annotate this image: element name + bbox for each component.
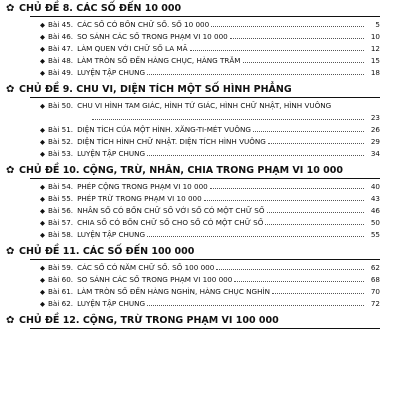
lesson-title: LÀM QUEN VỚI CHỮ SỐ LA MÃ (77, 44, 188, 53)
lesson-number: Bài 47. (48, 44, 74, 53)
section-heading[interactable] (0, 312, 400, 328)
lesson-number: Bài 58. (48, 230, 74, 239)
flower-icon: ✿ (6, 83, 15, 95)
lesson-title: CHIA SỐ CÓ BỐN CHỮ SỐ CHO SỐ CÓ MỘT CHỮ SỐ (77, 218, 264, 227)
dot-leader (210, 188, 364, 189)
dot-leader (190, 50, 364, 51)
toc-entry[interactable] (0, 29, 400, 41)
dot-leader (216, 269, 364, 270)
diamond-icon: ◆ (40, 126, 45, 134)
toc-entry[interactable] (0, 65, 400, 77)
toc-entry[interactable] (0, 191, 400, 203)
lesson-number: Bài 52. (48, 137, 74, 146)
diamond-icon: ◆ (40, 300, 45, 308)
lesson-title: CÁC SỐ CÓ NĂM CHỮ SỐ. SỐ 100 000 (77, 263, 215, 272)
page-number: 46 (370, 206, 380, 215)
lesson-title: PHÉP TRỪ TRONG PHẠM VI 10 000 (77, 194, 202, 203)
diamond-icon: ◆ (40, 102, 45, 110)
flower-icon: ✿ (6, 2, 15, 14)
page-number: 43 (370, 194, 380, 203)
dot-leader (230, 38, 364, 39)
lesson-number: Bài 49. (48, 68, 74, 77)
lesson-number: Bài 60. (48, 275, 74, 284)
flower-icon: ✿ (6, 164, 15, 176)
lesson-number: Bài 57. (48, 218, 74, 227)
lesson-number: Bài 54. (48, 182, 74, 191)
lesson-title: LUYỆN TẬP CHUNG (77, 230, 146, 239)
page-number: 10 (370, 32, 380, 41)
section-heading-text: CHỦ ĐỀ 11. CÁC SỐ ĐẾN 100 000 (19, 245, 195, 257)
toc-entry[interactable] (0, 272, 400, 284)
diamond-icon: ◆ (40, 183, 45, 191)
page-number: 50 (370, 218, 380, 227)
section-heading-text: CHỦ ĐỀ 9. CHU VI, DIỆN TÍCH MỘT SỐ HÌNH PHẲNG (19, 83, 292, 95)
diamond-icon: ◆ (40, 207, 45, 215)
page-number: 29 (370, 137, 380, 146)
toc-section (0, 312, 400, 329)
diamond-icon: ◆ (40, 45, 45, 53)
toc-entry[interactable] (0, 215, 400, 227)
toc-entry[interactable] (0, 122, 400, 134)
lesson-title: CHU VI HÌNH TAM GIÁC, HÌNH TỨ GIÁC, HÌNH CHỮ NHẬT, HÌNH VUÔNG (77, 101, 332, 110)
toc-entry[interactable] (0, 179, 400, 191)
toc-entry[interactable] (0, 17, 400, 29)
toc-section (0, 162, 400, 239)
dot-leader (234, 281, 364, 282)
lesson-title: LÀM TRÒN SỐ ĐẾN HÀNG CHỤC, HÀNG TRĂM (77, 56, 241, 65)
diamond-icon: ◆ (40, 57, 45, 65)
toc-entry[interactable] (0, 134, 400, 146)
page-number: 23 (370, 113, 380, 122)
lesson-number: Bài 51. (48, 125, 74, 134)
dot-leader (243, 62, 365, 63)
page-number: 55 (370, 230, 380, 239)
lesson-number: Bài 62. (48, 299, 74, 308)
diamond-icon: ◆ (40, 219, 45, 227)
page-number: 5 (375, 20, 380, 29)
section-heading[interactable] (0, 81, 400, 97)
lesson-number: Bài 48. (48, 56, 74, 65)
diamond-icon: ◆ (40, 195, 45, 203)
lesson-number: Bài 59. (48, 263, 74, 272)
dot-leader (204, 200, 364, 201)
section-heading[interactable] (0, 243, 400, 259)
page-number: 26 (370, 125, 380, 134)
dot-leader (272, 293, 364, 294)
section-heading-text: CHỦ ĐỀ 8. CÁC SỐ ĐẾN 10 000 (19, 2, 182, 14)
toc-section (0, 81, 400, 158)
dot-leader (147, 305, 364, 306)
page-number: 40 (370, 182, 380, 191)
flower-icon: ✿ (6, 314, 15, 326)
diamond-icon: ◆ (40, 231, 45, 239)
lesson-title: PHÉP CỘNG TRONG PHẠM VI 10 000 (77, 182, 208, 191)
toc-section (0, 243, 400, 308)
dot-leader (147, 155, 364, 156)
lesson-number: Bài 46. (48, 32, 74, 41)
dot-leader (147, 74, 364, 75)
dot-leader (211, 26, 364, 27)
toc-entry[interactable] (0, 227, 400, 239)
toc-entry[interactable] (0, 146, 400, 158)
diamond-icon: ◆ (40, 288, 45, 296)
section-divider (30, 328, 380, 329)
section-heading-text: CHỦ ĐỀ 12. CỘNG, TRỪ TRONG PHẠM VI 100 000 (19, 314, 279, 326)
dot-leader (253, 131, 364, 132)
diamond-icon: ◆ (40, 33, 45, 41)
page-number: 12 (370, 44, 380, 53)
diamond-icon: ◆ (40, 276, 45, 284)
lesson-title: LUYỆN TẬP CHUNG (77, 299, 146, 308)
dot-leader (267, 212, 365, 213)
dot-leader (265, 224, 364, 225)
lesson-title: SO SÁNH CÁC SỐ TRONG PHẠM VI 100 000 (77, 275, 233, 284)
lesson-title: SO SÁNH CÁC SỐ TRONG PHẠM VI 10 000 (77, 32, 228, 41)
page-number: 68 (370, 275, 380, 284)
lesson-number: Bài 53. (48, 149, 74, 158)
toc-entry-continuation (0, 110, 400, 122)
toc-entry[interactable] (0, 98, 400, 110)
flower-icon: ✿ (6, 245, 15, 257)
page-number: 15 (370, 56, 380, 65)
diamond-icon: ◆ (40, 21, 45, 29)
toc-section (0, 0, 400, 77)
page-number: 34 (370, 149, 380, 158)
lesson-title: NHÂN SỐ CÓ BỐN CHỮ SỐ VỚI SỐ CÓ MỘT CHỮ SỐ (77, 206, 265, 215)
section-heading[interactable] (0, 0, 400, 16)
page-number: 18 (370, 68, 380, 77)
lesson-number: Bài 55. (48, 194, 74, 203)
dot-leader (92, 119, 364, 120)
lesson-title: LÀM TRÒN SỐ ĐẾN HÀNG NGHÌN, HÀNG CHỤC NGHÌN (77, 287, 270, 296)
diamond-icon: ◆ (40, 138, 45, 146)
toc-entry[interactable] (0, 260, 400, 272)
section-heading-text: CHỦ ĐỀ 10. CỘNG, TRỪ, NHÂN, CHIA TRONG PHẠM VI 10 000 (19, 164, 343, 176)
diamond-icon: ◆ (40, 69, 45, 77)
toc-entry[interactable] (0, 296, 400, 308)
diamond-icon: ◆ (40, 150, 45, 158)
toc-entry[interactable] (0, 53, 400, 65)
diamond-icon: ◆ (40, 264, 45, 272)
lesson-number: Bài 61. (48, 287, 74, 296)
page-number: 62 (370, 263, 380, 272)
toc-entry[interactable] (0, 203, 400, 215)
lesson-number: Bài 50. (48, 101, 74, 110)
lesson-number: Bài 45. (48, 20, 74, 29)
page-number: 70 (370, 287, 380, 296)
toc-entry[interactable] (0, 41, 400, 53)
page-number: 72 (370, 299, 380, 308)
toc-entry[interactable] (0, 284, 400, 296)
lesson-title: LUYỆN TẬP CHUNG (77, 68, 146, 77)
lesson-title: LUYỆN TẬP CHUNG (77, 149, 146, 158)
dot-leader (147, 236, 364, 237)
lesson-title: DIỆN TÍCH CỦA MỘT HÌNH. XĂNG-TI-MÉT VUÔNG (77, 125, 251, 134)
lesson-title: DIỆN TÍCH HÌNH CHỮ NHẬT. DIỆN TÍCH HÌNH VUÔNG (77, 137, 266, 146)
dot-leader (268, 143, 364, 144)
lesson-title: CÁC SỐ CÓ BỐN CHỮ SỐ. SỐ 10 000 (77, 20, 210, 29)
lesson-number: Bài 56. (48, 206, 74, 215)
section-heading[interactable] (0, 162, 400, 178)
